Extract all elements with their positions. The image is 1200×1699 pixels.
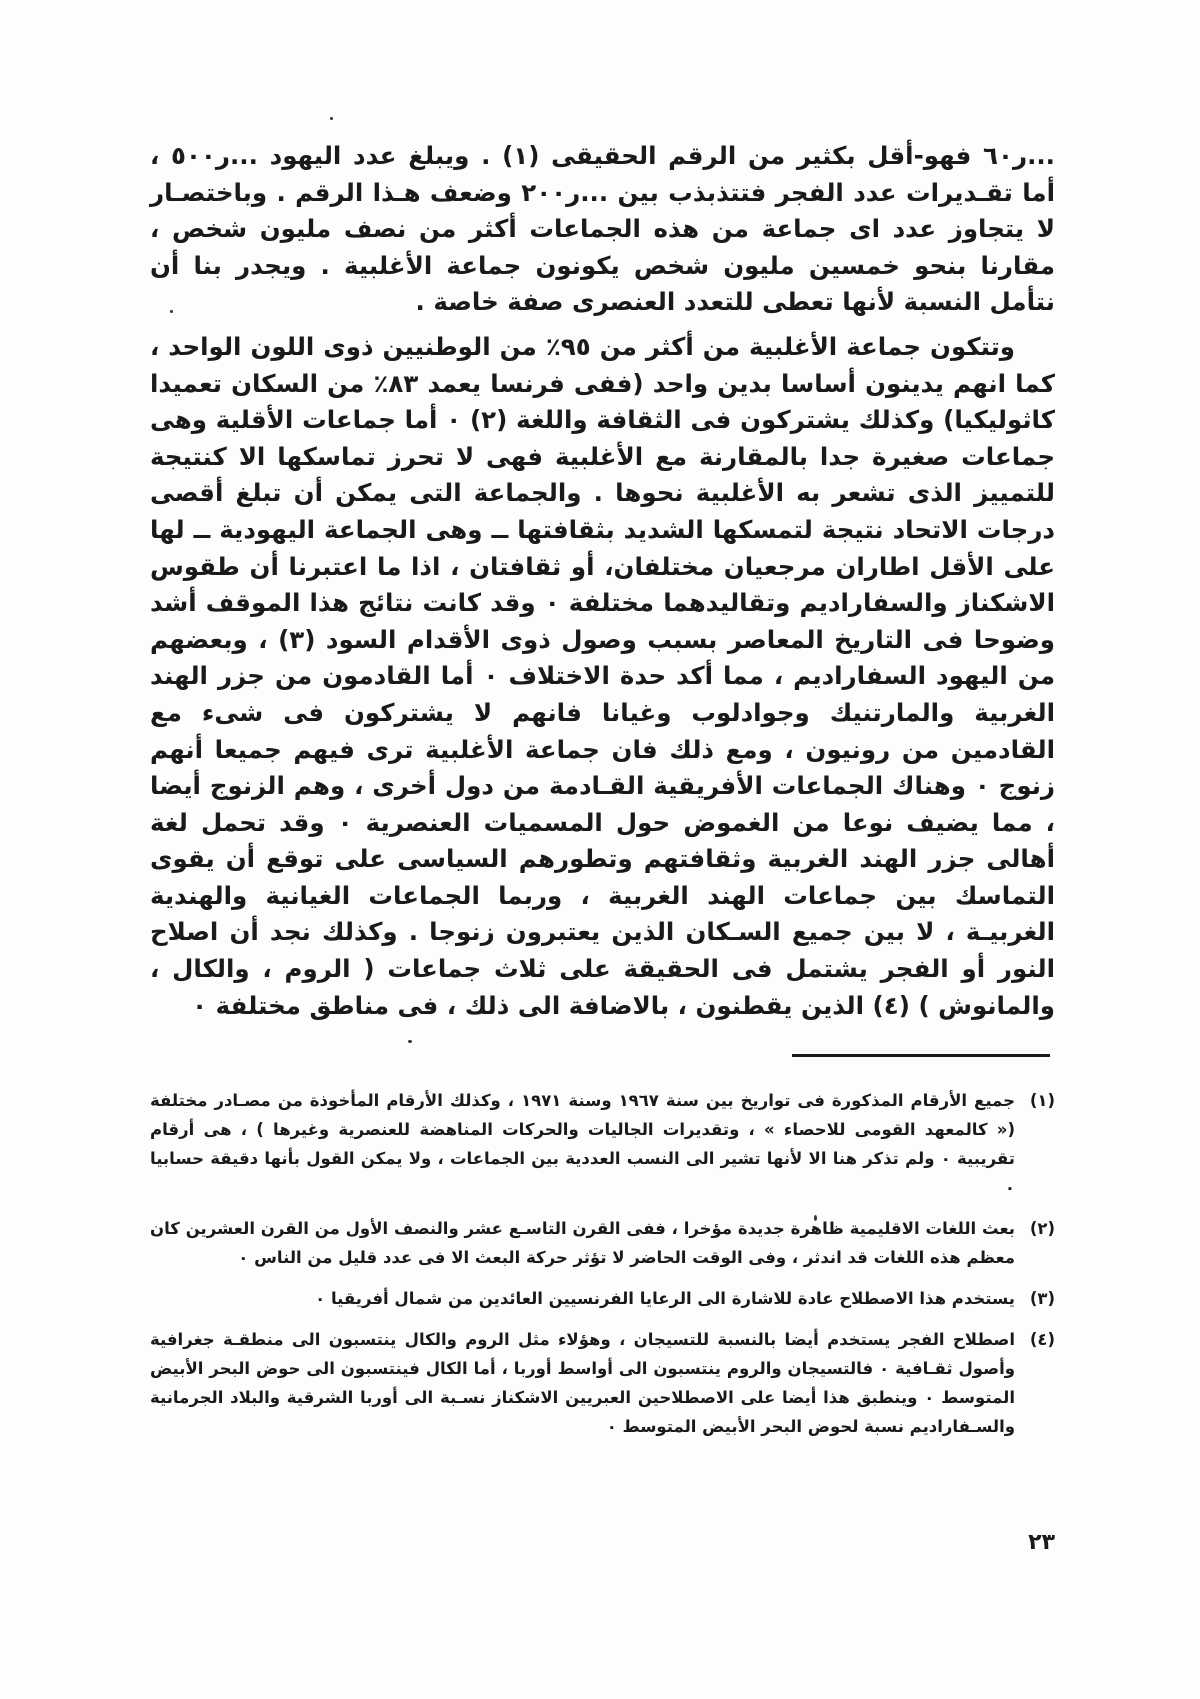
footnote-1 — [150, 1086, 1055, 1202]
paragraph-2: وتتكون جماعة الأغلبية من أكثر من ٩٥٪ من الوطنيين ذوى اللون الواحد ، كما انهم يدينون أساسا بدين واحد (ففى فرنسا يعمد ٨٣٪ من السكان تعميدا كاثوليكيا) وكذلك يشتركون فى الثقافة واللغة (٢) ٠ أما جماعات الأقلية وهى جماعات صغيرة جدا بالمقارنة مع الأغلبية فهى لا تحرز تماسكها الا كنتيجة للتمييز الذى تشعر به الأغلبية نحوها . والجماعة التى يمكن أن تبلغ أقصى درجات الاتحاد نتيجة لتمسكها الشديد بثقافتها ــ وهى الجماعة اليهودية ــ لها على الأقل اطاران مرجعيان مختلفان، أو ثقافتان ، اذا ما اعتبرنا أن طقوس الاشكناز والسفاراديم وتقاليدهما مختلفة ٠ وقد كانت نتائج هذا الموقف أشد وضوحا فى التاريخ المعاصر بسبب وصول ذوى الأقدام السود (٣) ، وبعضهم من اليهود السفاراديم ، مما أكد حدة الاختلاف ٠ أما القادمون من جزر الهند الغربية والمارتنيك وجوادلوب وغيانا فانهم لا يشتركون فى شىء مع القادمين من رونيون ، ومع ذلك فان جماعة الأغلبية ترى فيهم جميعا أنهم زنوج ٠ وهناك الجماعات الأفريقية القـادمة من دول أخرى ، وهم الزنوج أيضا ، مما يضيف نوعا من الغموض حول المسميات العنصرية ٠ وقد تحمل لغة أهالى جزر الهند الغربية وثقافتهم وتطورهم السياسى على توقع أن يقوى التماسك بين جماعات الهند الغربية ، وربما الجماعات الغيانية والهندية الغربيـة ، لا بين جميع السـكان الذين يعتبرون زنوجا . وكذلك نجد أن اصلاح النور أو الفجر يشتمل فى الحقيقة على ثلاث جماعات ( الروم ، والكال ، والمانوش ) (٤) الذين يقطنون ، بالاضافة الى ذلك ، فى مناطق مختلفة ٠ — [150, 331, 1056, 1020]
footnote-number: (١) — [1029, 1091, 1055, 1110]
footnote-number: (٤) — [1029, 1330, 1055, 1349]
scan-speck — [330, 117, 333, 120]
paragraph-1: ...ر٦٠ فهو-أقل بكثير من الرقم الحقيقى (١) . ويبلغ عدد اليهود ...ر٥٠٠ ، أما تقـديرات عدد الفجر فتتذبذب بين ...ر٢٠٠ وضعف هـذا الرقم . وباختصـار لا يتجاوز عدد اى جماعة من هذه الجماعات أكثر من نصف مليون شخص ، مقارنا بنحو خمسين مليون شخص يكونون جماعة الأغلبية . ويجدر بنا أن نتأمل النسبة لأنها تعطى للتعدد العنصرى صفة خاصة . — [150, 141, 1055, 317]
footnote-number: (٢) — [1029, 1219, 1055, 1238]
footnote-text: يستخدم هذا الاصطلاح عادة للاشارة الى الرعايا الفرنسيين العائدين من شمال أفريقيا ٠ — [315, 1289, 1015, 1308]
footnote-number: (٣) — [1029, 1289, 1055, 1308]
footnote-2 — [150, 1214, 1055, 1272]
footnote-text: اصطلاح الفجر يستخدم أيضا بالنسبة للتسيجان ، وهؤلاء مثل الروم والكال ينتسبون الى منطقـة جغرافية وأصول ثقـافية ٠ فالتسيجان والروم ينتسبون الى أواسط أوربا ، أما الكال فينتسبون الى حوض البحر الأبيض المتوسط ٠ وينطبق هذا أيضا على الاصطلاحين العبريين الاشكناز نسـبة الى أوربا الشرقية والبلاد الجرمانية والسـفاراديم نسبة لحوض البحر الأبيض المتوسط ٠ — [150, 1330, 1015, 1436]
scan-speck — [408, 1040, 412, 1043]
footnote-3 — [150, 1284, 1055, 1313]
page-number: ٢٣ — [1028, 1530, 1055, 1555]
main-text — [150, 138, 1055, 1032]
footnote-separator — [792, 1054, 1050, 1057]
footnote-4 — [150, 1325, 1055, 1441]
footnote-text: جميع الأرقام المذكورة فى تواريخ بين سنة ١٩٦٧ وسنة ١٩٧١ ، وكذلك الأرقام المأخوذة من مصـادر مختلفة (« كالمعهد القومى للاحصاء » ، وتقديرات الجاليات والحركات المناهضة للعنصرية وغيرها ) ، هى أرقام تقريبية ٠ ولم تذكر هنا الا لأنها تشير الى النسب العددية بين الجماعات ، ولا يمكن القول بأنها دقيقة حسابيا ٠ — [150, 1091, 1016, 1197]
footnote-text: بعث اللغات الاقليمية ظاهرة جديدة مؤخرا ، ففى القرن التاسـع عشر والنصف الأول من القرن العشرين كان معظم هذه اللغات قد اندثر ، وفى الوقت الحاضر لا تؤثر حركة البعث الا فى عدد قليل من الناس ٠ — [150, 1219, 1015, 1267]
footnotes — [150, 1086, 1055, 1453]
